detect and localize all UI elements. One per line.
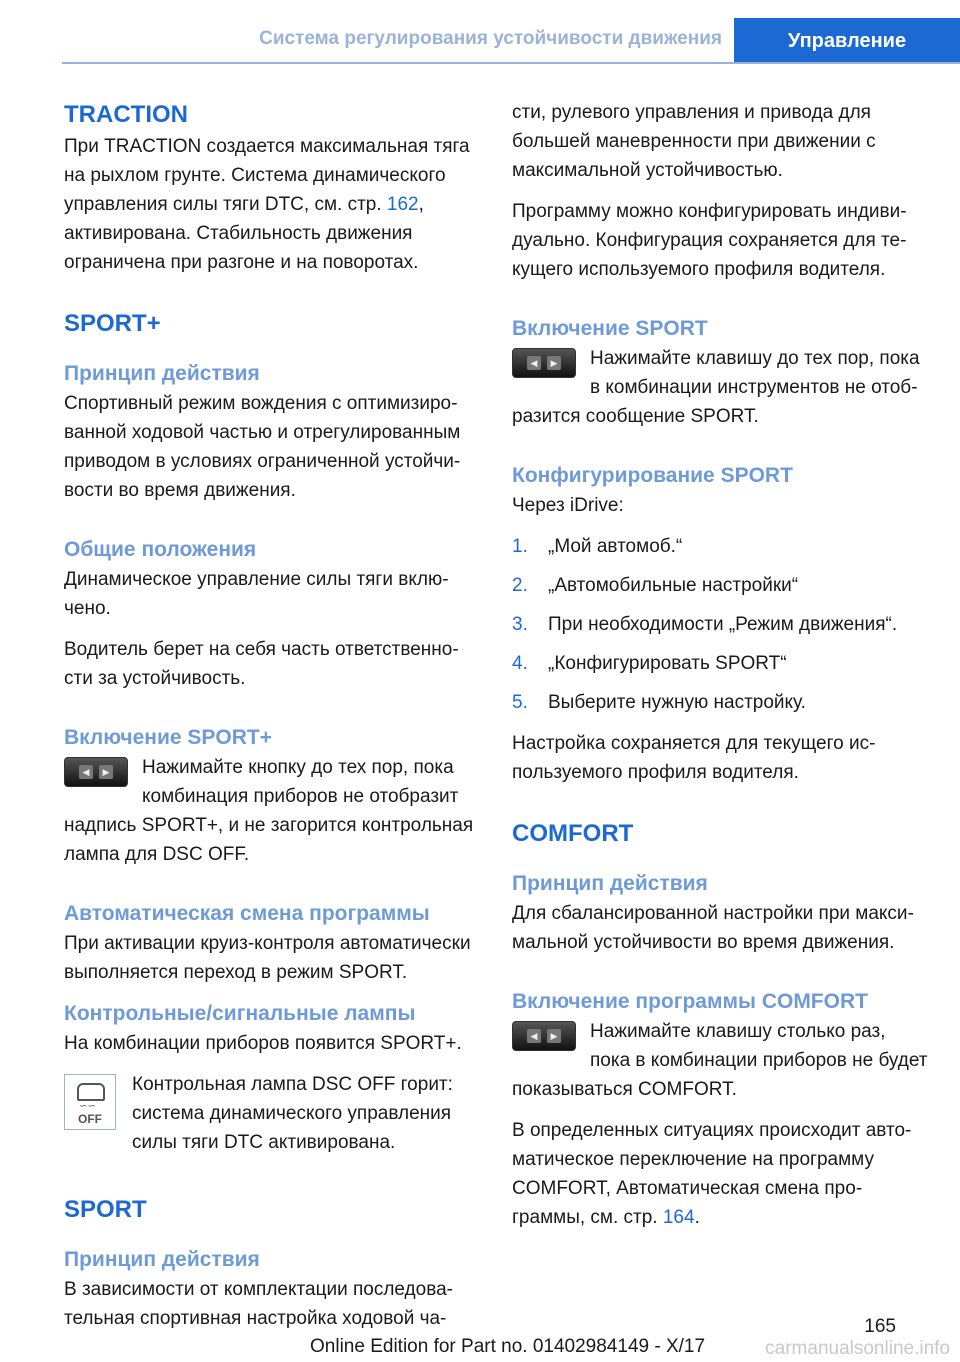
page-header — [62, 18, 960, 64]
chapter-tab[interactable]: Управление — [734, 18, 960, 64]
sport-continued-paragraph: сти, рулевого управления и привода для большей маневренности при движении с максимальной устойчивостью. — [512, 102, 876, 181]
section-title: Система регулирования устойчивости движения — [259, 28, 722, 49]
list-item: 5. Выберите нужную настройку. — [512, 692, 806, 713]
lamps-heading: Контрольные/сигнальные лампы — [64, 1002, 416, 1025]
saved-paragraph: Настройка сохраняется для текущего используемого профиля водителя. — [512, 733, 876, 783]
enable-sportplus-heading: Включение SPORT+ — [64, 726, 272, 749]
sport-heading: SPORT — [64, 1196, 147, 1223]
enable-sport-heading: Включение SPORT — [512, 317, 708, 340]
page-number: 165 — [864, 1316, 896, 1337]
enable-sportplus-paragraph: Нажимайте кнопку до тех пор, пока комбинация приборов не отобразит надпись SPORT+, и не загорится контрольная лампа для DSC OFF. — [64, 757, 474, 865]
driving-mode-button-icon: ◀ ▶ — [512, 348, 576, 378]
general-paragraph-1: Динамическое управление силы тяги включено. — [64, 569, 449, 619]
left-column — [64, 98, 476, 1345]
dsc-off-paragraph: Контрольная лампа DSC OFF горит: система динамического управления силы тяги DTC активирована. — [132, 1074, 453, 1153]
via-idrive-text: Через iDrive: — [512, 495, 624, 516]
driving-mode-button-icon: ◀ ▶ — [512, 1021, 576, 1051]
comfort-enable-paragraph: Нажимайте клавишу столько раз, пока в комбинации приборов не будет показываться COMFORT. — [512, 1021, 928, 1100]
comfort-principle-paragraph: Для сбалансированной настройки при максимальной устойчивости во время движения. — [512, 903, 914, 953]
traction-heading: TRACTION — [64, 101, 188, 128]
enable-sport-block — [512, 344, 928, 431]
config-paragraph: Программу можно конфигурировать индивидуально. Конфигурация сохраняется для текущего используемого профиля водителя. — [512, 201, 907, 280]
driving-mode-button-icon: ◀ ▶ — [64, 757, 128, 787]
comfort-enable-block — [512, 1017, 928, 1104]
auto-change-heading: Автоматическая смена программы — [64, 902, 430, 925]
list-item: 1. „Мой автомоб.“ — [512, 536, 683, 557]
lamps-paragraph: На комбинации приборов появится SPORT+. — [64, 1033, 462, 1054]
watermark: carmanualsonline.info — [765, 1338, 950, 1359]
header-divider — [62, 62, 960, 64]
traction-paragraph: При TRACTION создается максимальная тяга на рыхлом грунте. Система динамического управления силы тяги DTC, см. стр. 162, активирована. Стабильность движения ограничена при разгоне и на поворотах. — [64, 136, 470, 273]
dsc-off-lamp-block — [64, 1070, 476, 1157]
auto-change-paragraph: При активации круиз-контроля автоматически выполняется переход в режим SPORT. — [64, 933, 471, 983]
list-item: 3. При необходимости „Режим движения“. — [512, 614, 898, 635]
sport-principle-paragraph: В зависимости от комплектации последовательная спортивная настройка ходовой ча- — [64, 1279, 453, 1329]
general-heading: Общие положения — [64, 538, 257, 561]
dsc-off-lamp-icon: ∽∽ OFF — [64, 1074, 116, 1130]
sport-principle-heading: Принцип действия — [64, 1248, 260, 1271]
sportplus-heading: SPORT+ — [64, 310, 161, 337]
page-footer — [0, 1316, 960, 1359]
enable-sportplus-block — [64, 753, 476, 869]
config-steps-list — [512, 532, 928, 717]
enable-sport-paragraph: Нажимайте клавишу до тех пор, пока в комбинации инструментов не отобразится сообщение SPORT. — [512, 348, 920, 427]
comfort-heading: COMFORT — [512, 820, 634, 847]
list-item: 4. „Конфигурировать SPORT“ — [512, 653, 787, 674]
page-link-162[interactable]: 162 — [386, 194, 419, 215]
principle-heading: Принцип действия — [64, 362, 260, 385]
comfort-enable-heading: Включение программы COMFORT — [512, 990, 868, 1013]
page-link-164[interactable]: 164 — [662, 1207, 695, 1228]
comfort-auto-paragraph: В определенных ситуациях происходит автоматическое переключение на программу COMFORT, Автоматическая смена программы, см. стр. 164. — [512, 1120, 912, 1228]
comfort-principle-heading: Принцип действия — [512, 872, 708, 895]
principle-paragraph: Спортивный режим вождения с оптимизированной ходовой частью и отрегулированным приводом в условиях ограниченной устойчивости во время движения. — [64, 393, 461, 501]
general-paragraph-2: Водитель берет на себя часть ответственности за устойчивость. — [64, 639, 459, 689]
config-sport-heading: Конфигурирование SPORT — [512, 464, 793, 487]
right-column — [512, 98, 928, 1244]
list-item: 2. „Автомобильные настройки“ — [512, 575, 799, 596]
edition-line: Online Edition for Part no. 01402984149 - X/17 — [310, 1336, 706, 1357]
